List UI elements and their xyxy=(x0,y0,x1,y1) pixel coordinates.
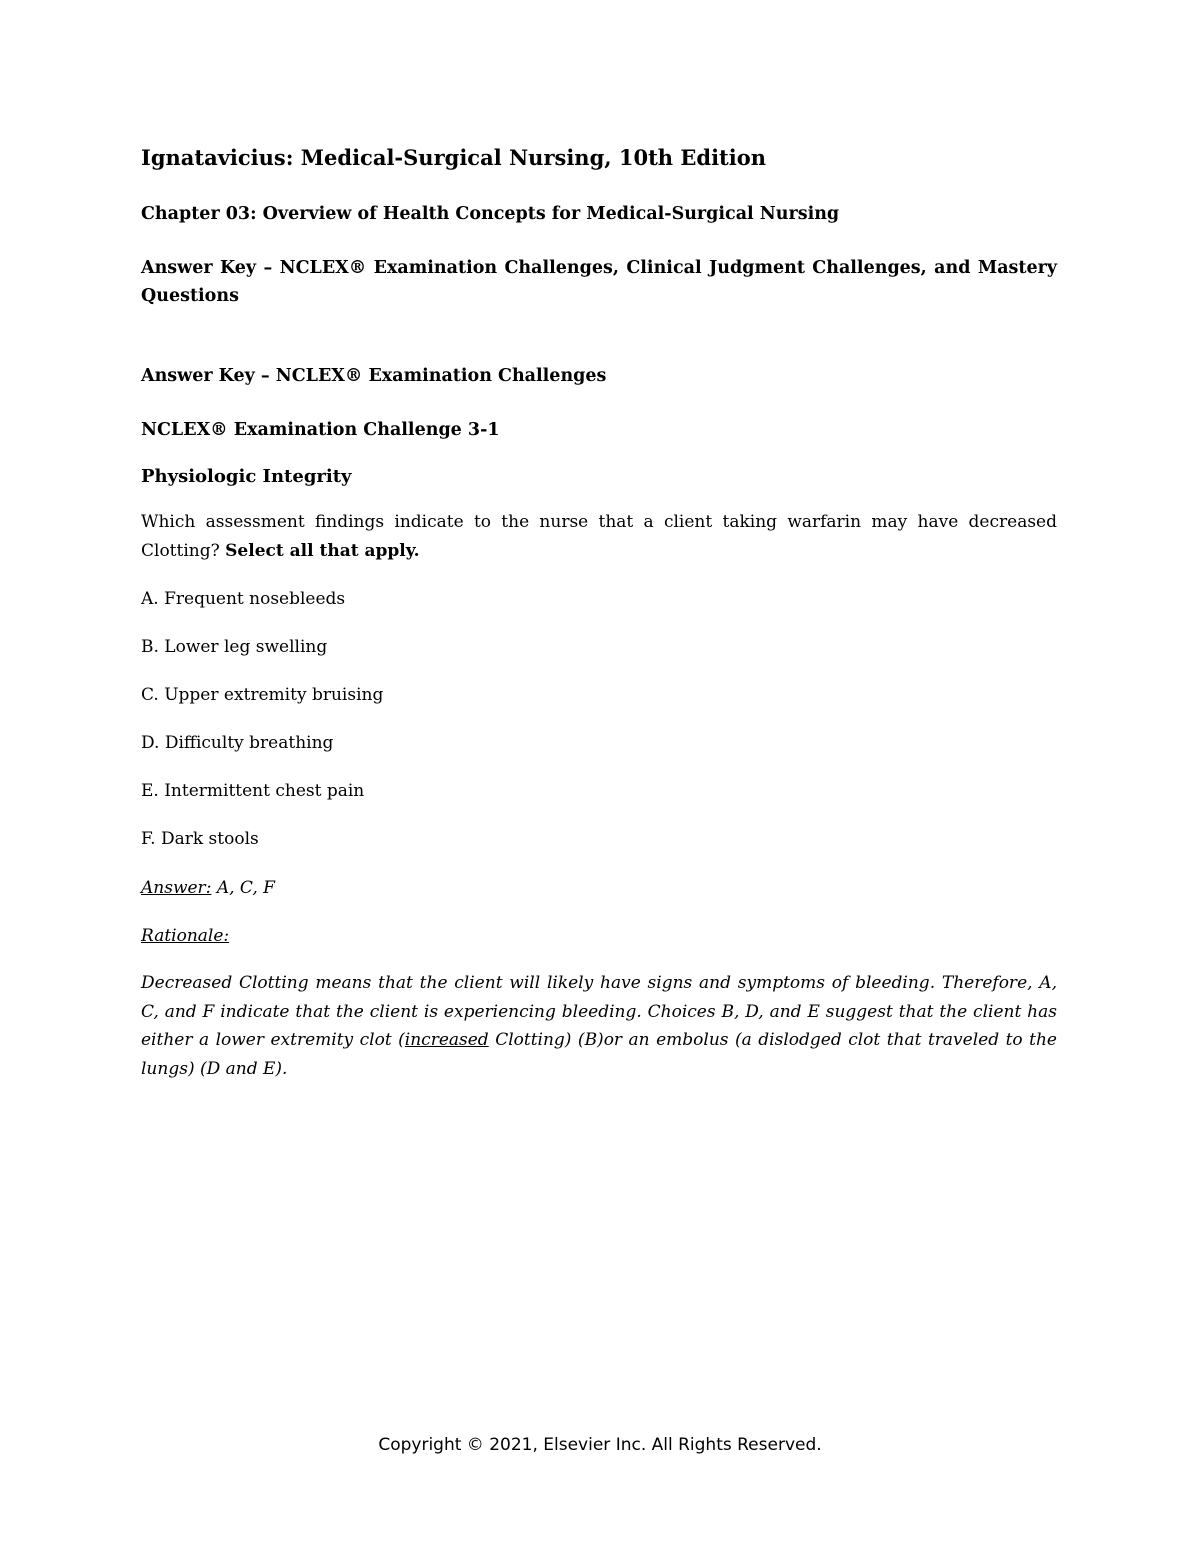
rationale-part-2: Clotting) (B)or an embolus (a dislodged clot that traveled to the lungs) (D and E). xyxy=(141,1030,1057,1079)
rationale-text xyxy=(141,969,1057,1083)
option-b: B. Lower leg swelling xyxy=(141,637,328,657)
rationale-label-text: Rationale: xyxy=(141,926,230,946)
option-c: C. Upper extremity bruising xyxy=(141,685,384,705)
answer-key-heading: Answer Key – NCLEX® Examination Challenges, Clinical Judgment Challenges, and Mastery Questions xyxy=(141,258,1057,306)
option-a: A. Frequent nosebleeds xyxy=(141,589,346,609)
option-d: D. Difficulty breathing xyxy=(141,733,334,753)
book-title: Ignatavicius: Medical-Surgical Nursing, 10th Edition xyxy=(141,145,767,170)
challenge-heading: NCLEX® Examination Challenge 3-1 xyxy=(141,420,500,440)
rationale-part-1: Decreased Clotting means that the client will likely have signs and symptoms of bleeding. Therefore, A, C, and F indicate that the client is experiencing bleeding. Choices B, D, and E suggest that the client has either a lower extremity clot ( xyxy=(141,973,1057,1050)
document-body xyxy=(141,0,1057,1553)
option-f: F. Dark stools xyxy=(141,829,259,849)
question-text: Which assessment findings indicate to the nurse that a client taking warfarin may have decreased Clotting? xyxy=(141,512,1057,561)
question-stem xyxy=(141,508,1057,566)
chapter-title: Chapter 03: Overview of Health Concepts for Medical-Surgical Nursing xyxy=(141,204,840,224)
answer-options xyxy=(141,585,1057,873)
rationale-emphasis: increased xyxy=(404,1030,489,1050)
option-e: E. Intermittent chest pain xyxy=(141,781,365,801)
answer-label: Answer: xyxy=(141,878,212,898)
section-heading: Answer Key – NCLEX® Examination Challenges xyxy=(141,366,607,386)
answer-line xyxy=(141,874,1057,903)
copyright-footer: Copyright © 2021, Elsevier Inc. All Rights Reserved. xyxy=(378,1435,822,1455)
rationale-label xyxy=(141,922,1057,951)
answer-value: A, C, F xyxy=(216,878,275,898)
category-heading: Physiologic Integrity xyxy=(141,466,352,487)
question-instruction: Select all that apply. xyxy=(225,541,420,561)
